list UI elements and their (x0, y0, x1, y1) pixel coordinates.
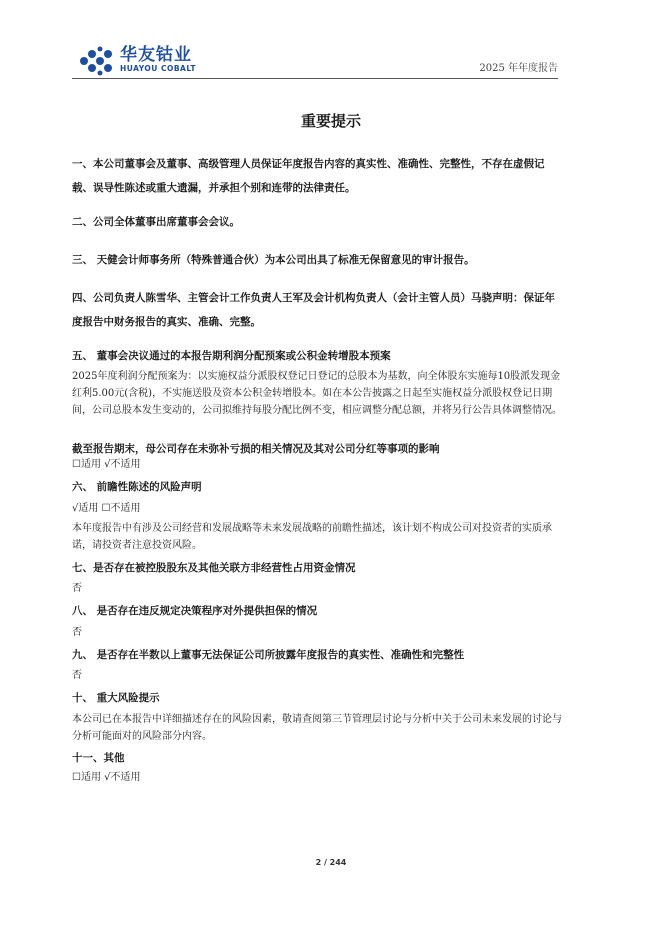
section-6-body: 本年度报告中有涉及公司经营和发展战略等未来发展战略的前瞻性描述，该计划不构成公司对投资者的实质承诺，请投资者注意投资风险。 (72, 523, 552, 551)
page-number: 2 / 244 (315, 858, 347, 867)
section-9-answer: 否 (72, 670, 82, 681)
section-5-heading: 五、 董事会决议通过的本报告期利润分配预案或公积金转增股本预案 (72, 350, 391, 362)
section-5-sub-heading: 截至报告期末，母公司存在未弥补亏损的相关情况及其对公司分红等事项的影响 (72, 443, 440, 455)
logo-english-name: HUAYOU COBALT (120, 64, 197, 73)
section-5-applicability: ☐适用 √不适用 (72, 459, 141, 470)
section-1: 一、本公司董事会及董事、高级管理人员保证年度报告内容的真实性、准确性、完整性，不存在虚假记载、误导性陈述或重大遗漏，并承担个别和连带的法律责任。 (72, 158, 545, 194)
section-11-heading: 十一、其他 (72, 752, 125, 764)
section-6-heading: 六、 前瞻性陈述的风险声明 (72, 481, 202, 493)
section-11-applicability: ☐适用 √不适用 (72, 772, 141, 783)
section-3: 三、 天健会计师事务所（特殊普通合伙）为本公司出具了标准无保留意见的审计报告。 (72, 254, 475, 266)
section-8-answer: 否 (72, 627, 82, 638)
logo-mark-icon (78, 46, 116, 76)
section-7-heading: 七、是否存在被控股股东及其他关联方非经营性占用资金情况 (72, 562, 356, 574)
section-10-heading: 十、 重大风险提示 (72, 692, 160, 704)
logo-chinese-name: 华友钴业 (120, 45, 192, 65)
section-5-body: 2025年度利润分配预案为：以实施权益分派股权登记日登记的总股本为基数，向全体股东实施每10股派发现金红利5.00元(含税)，不实施送股及资本公积金转增股本。如在本公告披露之日起至实施权益分派股权登记日期间，公司总股本发生变动的，公司拟维持每股分配比例不变，相应调整分配总额，并将另行公告具体调整情况。 (72, 371, 562, 416)
section-4: 四、公司负责人陈雪华、主管会计工作负责人王军及会计机构负责人（会计主管人员）马骁声明：保证年度报告中财务报告的真实、准确、完整。 (72, 292, 555, 328)
page-header (72, 40, 558, 79)
page-title: 重要提示 (300, 112, 361, 130)
report-label: 2025 年年度报告 (479, 63, 558, 74)
huayou-cobalt-logo (78, 44, 198, 76)
section-10-body: 本公司已在本报告中详细描述存在的风险因素，敬请查阅第三节管理层讨论与分析中关于公司未来发展的讨论与分析可能面对的风险部分内容。 (72, 714, 562, 742)
section-2: 二、公司全体董事出席董事会会议。 (72, 216, 240, 228)
section-7-answer: 否 (72, 583, 82, 594)
section-6-applicability: √适用 ☐不适用 (72, 503, 141, 514)
section-9-heading: 九、 是否存在半数以上董事无法保证公司所披露年度报告的真实性、准确性和完整性 (72, 649, 465, 661)
section-8-heading: 八、 是否存在违反规定决策程序对外提供担保的情况 (72, 605, 318, 617)
